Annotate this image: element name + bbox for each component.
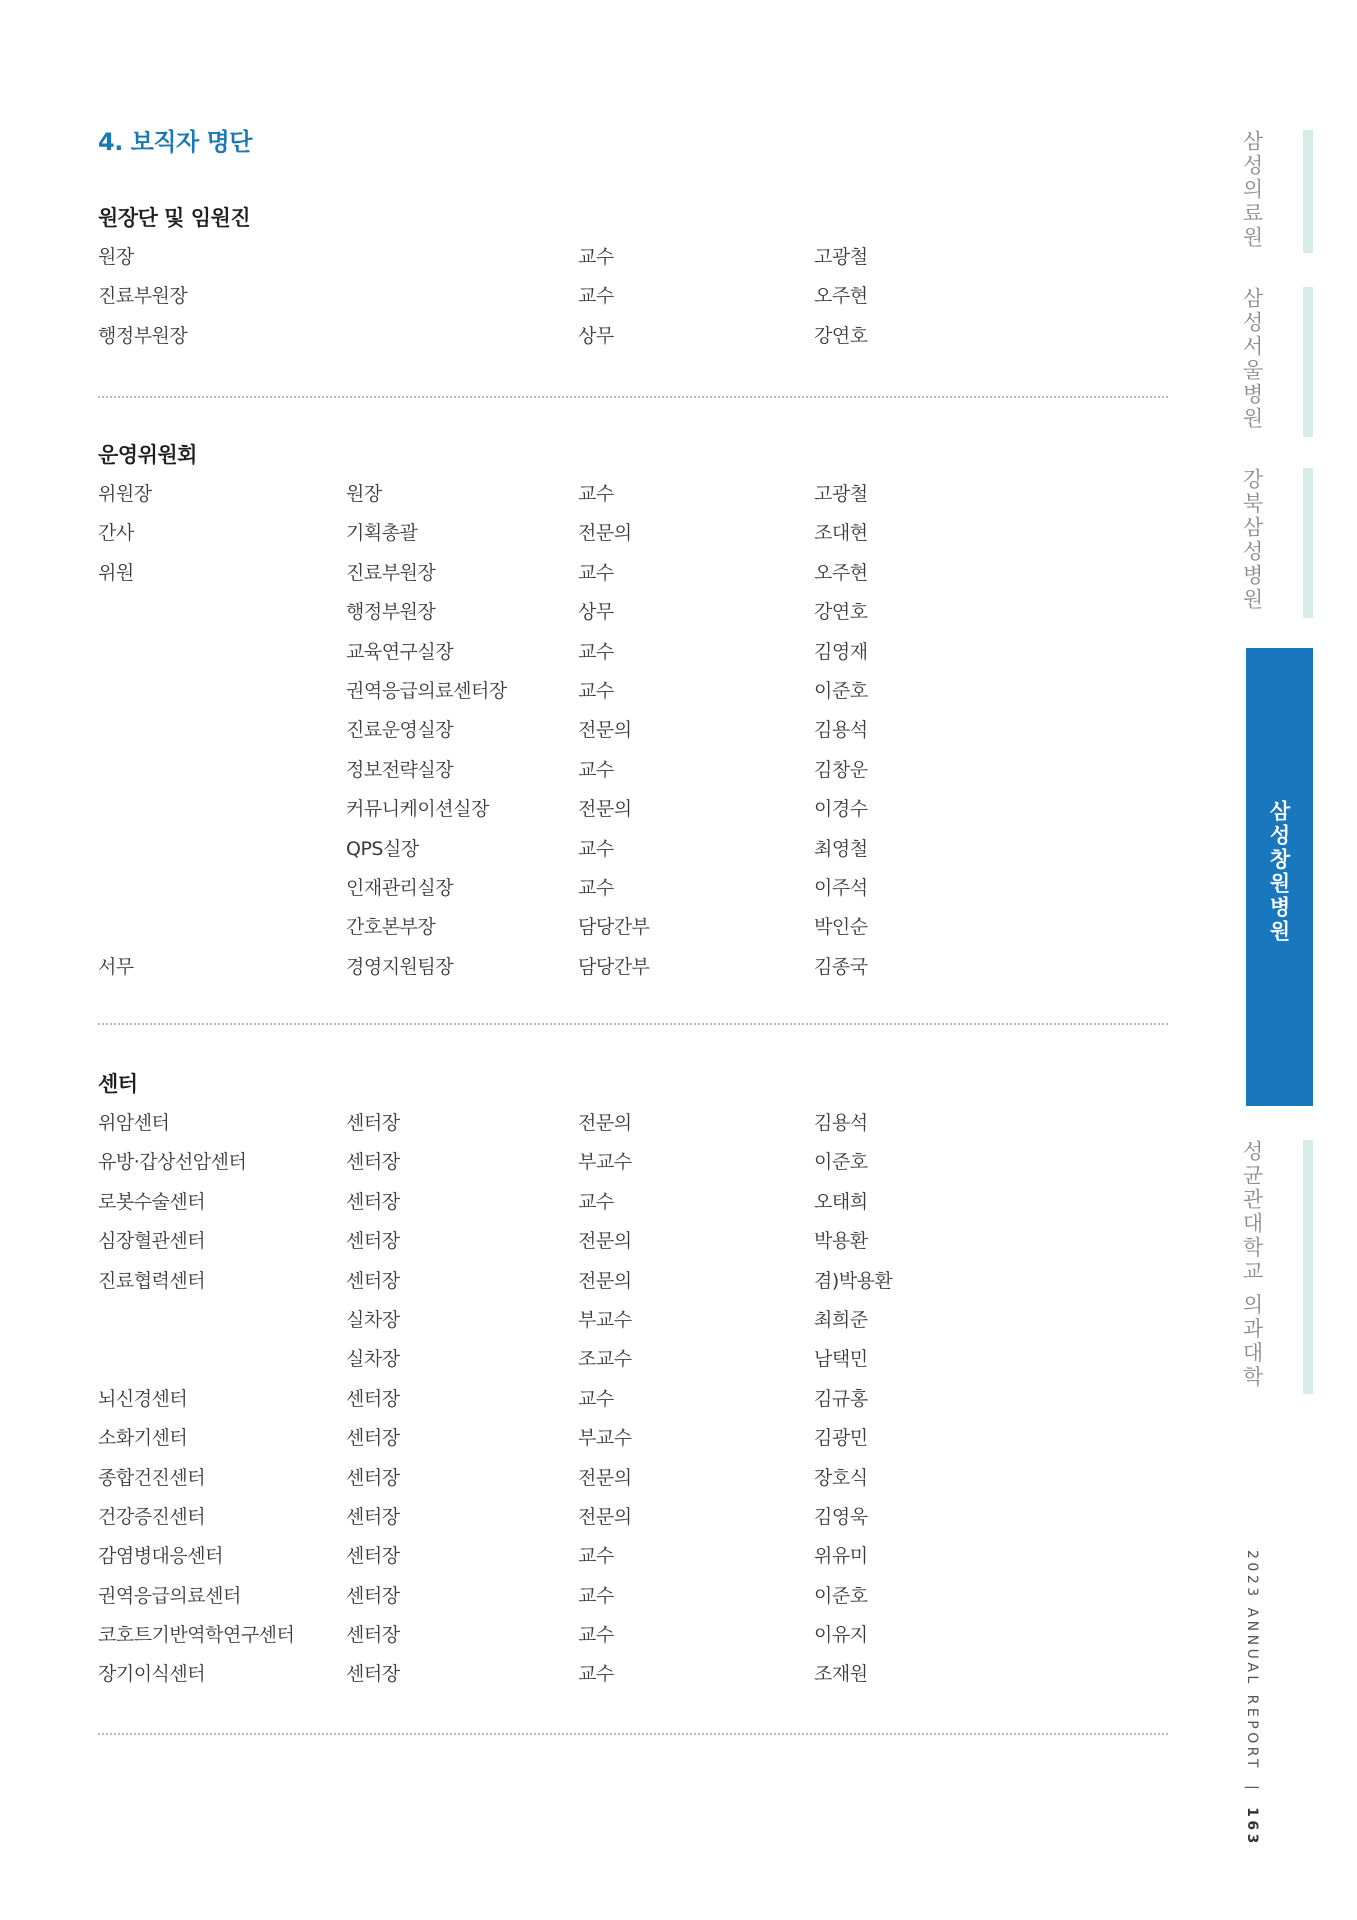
row-position: 권역응급의료센터장	[346, 679, 507, 702]
row-title: 부교수	[578, 1308, 632, 1331]
section-executives	[98, 198, 1168, 356]
row-name: 김규홍	[814, 1387, 868, 1410]
row-category: 소화기센터	[98, 1427, 188, 1450]
row-position: 센터장	[346, 1190, 400, 1213]
row-name: 이준호	[814, 1151, 868, 1174]
table-row	[98, 1380, 1168, 1419]
table-row	[98, 593, 1168, 632]
side-tab-kangbuk[interactable]: 강북삼성병원	[1240, 468, 1264, 612]
row-title: 교수	[578, 246, 614, 268]
row-title: 교수	[578, 1584, 614, 1607]
row-name: 강연호	[814, 324, 868, 347]
row-name: 조재원	[814, 1663, 868, 1686]
side-tab-medical-center[interactable]: 삼성의료원	[1240, 130, 1264, 250]
row-category: 뇌신경센터	[98, 1387, 188, 1410]
row-category: 위원장	[98, 483, 152, 505]
row-title: 교수	[578, 758, 614, 781]
row-name: 최희준	[814, 1308, 868, 1331]
row-name: 이준호	[814, 1584, 868, 1607]
row-name: 위유미	[814, 1545, 868, 1568]
row-title: 전문의	[578, 719, 632, 742]
row-title: 담당간부	[578, 955, 650, 978]
row-title: 상무	[578, 324, 614, 347]
row-name: 이준호	[814, 679, 868, 702]
row-name: 오주현	[814, 285, 868, 308]
table-row	[98, 1340, 1168, 1379]
table-row	[98, 317, 1168, 356]
row-category: 장기이식센터	[98, 1663, 206, 1686]
table-row	[98, 238, 1168, 277]
row-position: 정보전략실장	[346, 758, 454, 781]
row-name: 김창운	[814, 758, 868, 781]
row-position: QPS실장	[346, 837, 419, 860]
table-row	[98, 1498, 1168, 1537]
row-category: 서무	[98, 955, 134, 978]
row-name: 이유지	[814, 1624, 868, 1647]
row-title: 교수	[578, 483, 614, 505]
row-category: 권역응급의료센터	[98, 1584, 241, 1607]
row-title: 교수	[578, 1624, 614, 1647]
section-divider	[98, 396, 1168, 398]
row-category: 행정부원장	[98, 324, 188, 347]
section-rows	[98, 475, 1168, 987]
page-number: 163	[1244, 1807, 1260, 1847]
row-name: 박용환	[814, 1230, 868, 1253]
table-row	[98, 1183, 1168, 1222]
section-title: 운영위원회	[98, 443, 197, 467]
row-title: 교수	[578, 285, 614, 308]
section-committee	[98, 435, 1168, 987]
row-category: 건강증진센터	[98, 1505, 206, 1528]
row-position: 센터장	[346, 1505, 400, 1528]
row-name: 박인순	[814, 916, 868, 939]
row-category: 위암센터	[98, 1112, 170, 1134]
row-name: 고광철	[814, 246, 868, 268]
row-name: 조대현	[814, 522, 868, 545]
row-position: 진료부원장	[346, 561, 436, 584]
row-title: 전문의	[578, 1230, 632, 1253]
table-row	[98, 1577, 1168, 1616]
row-category: 코호트기반역학연구센터	[98, 1624, 295, 1647]
row-position: 센터장	[346, 1387, 400, 1410]
row-position: 센터장	[346, 1151, 400, 1174]
row-category: 위원	[98, 561, 134, 584]
table-row	[98, 790, 1168, 829]
row-position: 경영지원팀장	[346, 955, 454, 978]
row-title: 전문의	[578, 1466, 632, 1489]
table-row	[98, 1301, 1168, 1340]
footer-separator: |	[1244, 1784, 1260, 1794]
row-position: 센터장	[346, 1269, 400, 1292]
row-title: 상무	[578, 601, 614, 624]
table-row	[98, 475, 1168, 514]
row-position: 커뮤니케이션실장	[346, 798, 489, 821]
row-position: 실차장	[346, 1308, 400, 1331]
row-category: 진료부원장	[98, 285, 188, 308]
table-row	[98, 554, 1168, 593]
table-row	[98, 1655, 1168, 1694]
side-tab-bar-skku[interactable]	[1303, 1140, 1313, 1394]
row-title: 전문의	[578, 798, 632, 821]
row-name: 오태희	[814, 1190, 868, 1213]
row-name: 남택민	[814, 1348, 868, 1371]
section-divider	[98, 1023, 1168, 1025]
row-title: 교수	[578, 1545, 614, 1568]
row-position: 센터장	[346, 1624, 400, 1647]
row-title: 교수	[578, 876, 614, 899]
side-tab-changwon[interactable]: 삼성창원병원	[1267, 800, 1291, 944]
table-row	[98, 869, 1168, 908]
row-title: 부교수	[578, 1151, 632, 1174]
table-row	[98, 711, 1168, 750]
footer-report-title: 2023 ANNUAL REPORT	[1244, 1550, 1260, 1771]
row-position: 행정부원장	[346, 601, 436, 624]
table-row	[98, 1459, 1168, 1498]
row-category: 감염병대응센터	[98, 1545, 223, 1568]
row-category: 로봇수술센터	[98, 1190, 206, 1213]
row-position: 센터장	[346, 1466, 400, 1489]
row-title: 전문의	[578, 1505, 632, 1528]
page-title: 4. 보직자 명단	[98, 128, 252, 156]
table-row	[98, 514, 1168, 553]
row-name: 오주현	[814, 561, 868, 584]
table-row	[98, 1262, 1168, 1301]
row-position: 센터장	[346, 1663, 400, 1686]
row-title: 교수	[578, 1190, 614, 1213]
side-tab-seoul[interactable]: 삼성서울병원	[1240, 287, 1264, 431]
row-position: 인재관리실장	[346, 876, 454, 899]
row-name: 김종국	[814, 955, 868, 978]
row-title: 교수	[578, 837, 614, 860]
table-row	[98, 1419, 1168, 1458]
row-name: 고광철	[814, 483, 868, 505]
section-rows	[98, 1104, 1168, 1695]
table-row	[98, 751, 1168, 790]
row-position: 센터장	[346, 1112, 400, 1134]
row-position: 센터장	[346, 1584, 400, 1607]
row-name: 겸)박용환	[814, 1269, 893, 1292]
row-category: 진료협력센터	[98, 1269, 206, 1292]
row-title: 전문의	[578, 1269, 632, 1292]
section-title: 센터	[98, 1072, 138, 1096]
row-category: 종합건진센터	[98, 1466, 206, 1489]
row-title: 부교수	[578, 1427, 632, 1450]
row-name: 김영욱	[814, 1505, 868, 1528]
row-name: 이경수	[814, 798, 868, 821]
row-position: 원장	[346, 483, 382, 505]
section-title: 원장단 및 임원진	[98, 206, 251, 230]
table-row	[98, 908, 1168, 947]
row-category: 심장혈관센터	[98, 1230, 206, 1253]
table-row	[98, 948, 1168, 987]
row-name: 김용석	[814, 719, 868, 742]
row-category: 간사	[98, 522, 134, 545]
row-name: 김영재	[814, 640, 868, 663]
footer-report	[1240, 1550, 1264, 1847]
row-position: 센터장	[346, 1545, 400, 1568]
row-title: 교수	[578, 561, 614, 584]
table-row	[98, 633, 1168, 672]
row-title: 교수	[578, 1387, 614, 1410]
row-position: 간호본부장	[346, 916, 436, 939]
side-tab-bar-medical-center[interactable]	[1303, 130, 1313, 253]
row-name: 장호식	[814, 1466, 868, 1489]
table-row	[98, 1537, 1168, 1576]
row-title: 교수	[578, 640, 614, 663]
row-title: 조교수	[578, 1348, 632, 1371]
row-name: 강연호	[814, 601, 868, 624]
table-row	[98, 1222, 1168, 1261]
row-position: 교육연구실장	[346, 640, 454, 663]
row-title: 교수	[578, 1663, 614, 1686]
row-title: 전문의	[578, 522, 632, 545]
row-name: 최영철	[814, 837, 868, 860]
row-position: 센터장	[346, 1427, 400, 1450]
side-tab-skku[interactable]: 성균관대학교 의과대학	[1240, 1140, 1264, 1390]
row-name: 김광민	[814, 1427, 868, 1450]
row-name: 이주석	[814, 876, 868, 899]
table-row	[98, 1143, 1168, 1182]
table-row	[98, 1616, 1168, 1655]
row-category: 원장	[98, 246, 134, 268]
row-category: 유방·갑상선암센터	[98, 1151, 247, 1174]
row-position: 기획총괄	[346, 522, 418, 545]
table-row	[98, 277, 1168, 316]
side-tab-bar-seoul[interactable]	[1303, 287, 1313, 437]
section-divider	[98, 1733, 1168, 1735]
row-position: 실차장	[346, 1348, 400, 1371]
row-position: 센터장	[346, 1230, 400, 1253]
side-tab-bar-kangbuk[interactable]	[1303, 468, 1313, 618]
row-title: 전문의	[578, 1112, 632, 1134]
section-rows	[98, 238, 1168, 356]
row-name: 김용석	[814, 1112, 868, 1134]
table-row	[98, 1104, 1168, 1143]
row-title: 교수	[578, 679, 614, 702]
table-row	[98, 672, 1168, 711]
row-title: 담당간부	[578, 916, 650, 939]
table-row	[98, 830, 1168, 869]
row-position: 진료운영실장	[346, 719, 454, 742]
section-centers	[98, 1064, 1168, 1695]
